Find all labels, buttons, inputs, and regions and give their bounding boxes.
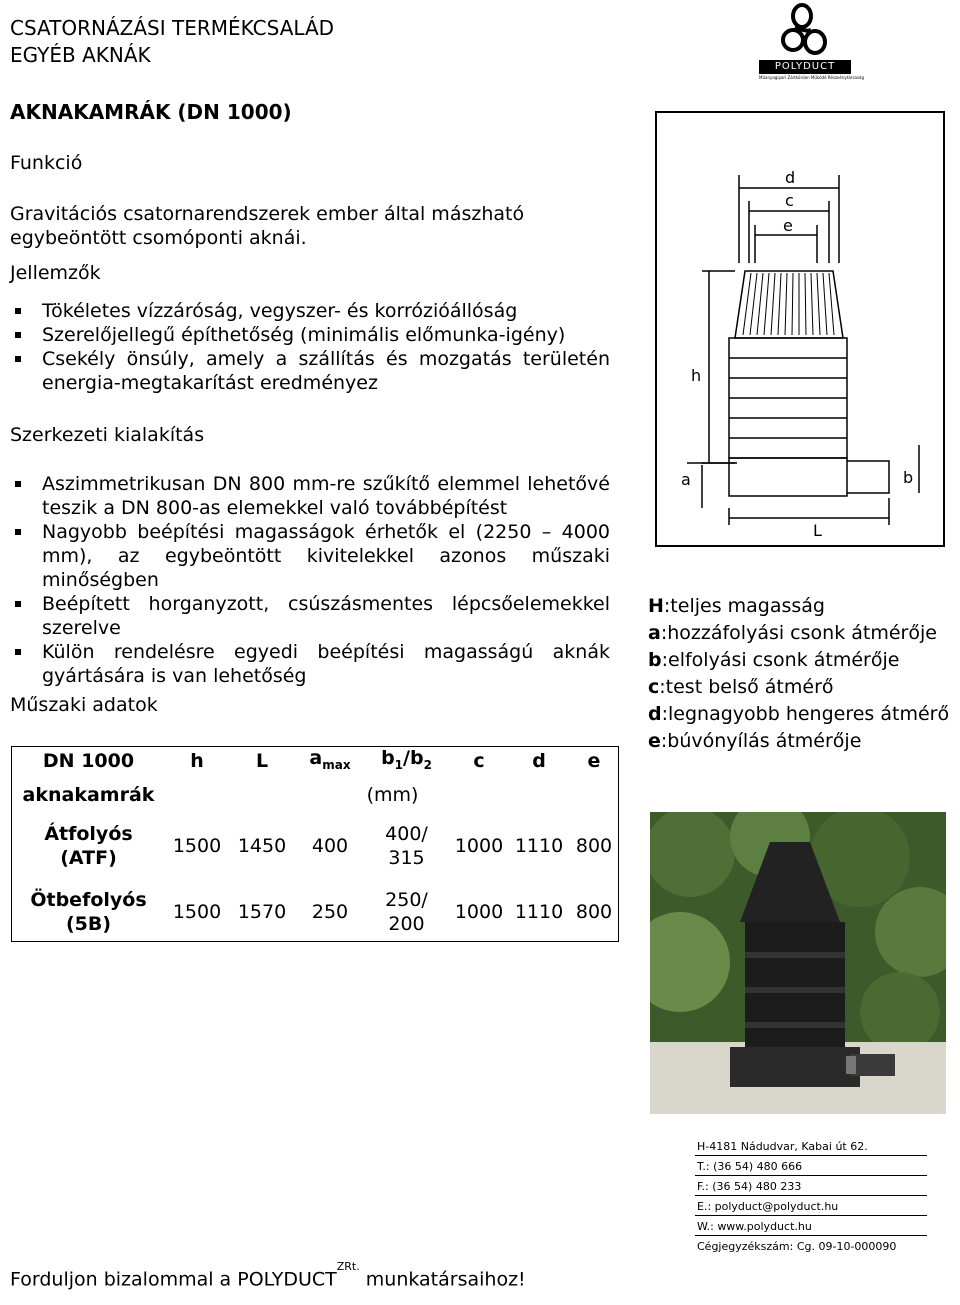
list-item: Beépített horganyzott, csúszásmentes lépcsőelemekkel szerelve [10, 592, 610, 640]
col-header-b: $b_1/b_2$ [381, 747, 432, 772]
col-header-h: h [190, 750, 204, 773]
col-header-c: c [473, 750, 485, 773]
legend-item: c:test belső átmérő [648, 676, 834, 698]
logo-mark-icon [755, 2, 855, 60]
contact-info [695, 1136, 927, 1255]
label-h: h [691, 366, 702, 385]
label-b: b [903, 468, 914, 487]
list-item: Tökéletes vízzáróság, vegyszer- és korrózióállóság [10, 299, 610, 323]
label-L: L [813, 521, 822, 540]
bullet-square-icon [15, 649, 21, 655]
funkcio-text: Gravitációs csatornarendszerek ember által mászható egybeöntött csomóponti aknái. [10, 203, 525, 249]
product-photo [650, 812, 946, 1114]
szerkezeti-heading: Szerkezeti kialakítás [10, 424, 205, 446]
legend-item: d:legnagyobb hengeres átmérő [648, 703, 950, 725]
contact-email: E.: polyduct@polyduct.hu [695, 1196, 927, 1216]
table-header-label-1: DN 1000 [42, 750, 135, 773]
page-title: AKNAKAMRÁK (DN 1000) [10, 100, 292, 124]
logo-name: POLYDUCT [759, 60, 851, 74]
row-name: Átfolyós (ATF) [44, 822, 133, 869]
legend-item: H:teljes magasság [648, 595, 825, 617]
cell-h: 1500 [172, 834, 222, 857]
polyduct-logo [755, 2, 865, 82]
contact-fax: F.: (36 54) 480 233 [695, 1176, 927, 1196]
manhole-photo-icon [650, 812, 946, 1114]
list-item: Külön rendelésre egyedi beépítési magasságú aknák gyártására is van lehetőség [10, 640, 610, 688]
dimension-legend [648, 593, 949, 755]
table-row [11, 813, 619, 879]
cell-a: 250 [311, 900, 349, 923]
cell-b: 250/ 200 [385, 888, 428, 935]
bullet-square-icon [15, 481, 21, 487]
contact-address: H-4181 Nádudvar, Kabai út 62. [695, 1136, 927, 1156]
label-a: a [681, 470, 691, 489]
jellemzok-list [10, 299, 610, 395]
label-c: c [785, 191, 794, 210]
table-row [11, 879, 619, 945]
cell-e: 800 [575, 834, 613, 857]
label-e: e [783, 216, 793, 235]
bullet-square-icon [15, 308, 21, 314]
contact-web: W.: www.polyduct.hu [695, 1216, 927, 1236]
jellemzok-heading: Jellemzők [10, 262, 101, 284]
contact-phone: T.: (36 54) 480 666 [695, 1156, 927, 1176]
bullet-square-icon [15, 356, 21, 362]
cell-L: 1570 [237, 900, 287, 923]
cell-c: 1000 [454, 900, 504, 923]
legend-item: b:elfolyási csonk átmérője [648, 649, 900, 671]
table-unit-row [11, 777, 619, 813]
manhole-drawing-icon [657, 113, 943, 545]
list-item: Szerelőjellegű építhetőség (minimális előmunka-igény) [10, 323, 610, 347]
bullet-square-icon [15, 601, 21, 607]
cell-e: 800 [575, 900, 613, 923]
technical-drawing [655, 111, 945, 547]
table-header-label-2: aknakamrák [22, 783, 155, 806]
table-header-row [11, 746, 619, 777]
list-item: Csekély önsúly, amely a szállítás és mozgatás területén energia-megtakarítást eredményez [10, 347, 610, 395]
list-item: Nagyobb beépítési magasságok érhetők el (2250 – 4000 mm), az egybeöntött kivitelekkel azonos műszaki minőségben [10, 520, 610, 592]
label-d: d [785, 168, 796, 187]
legend-item: e:búvónyílás átmérője [648, 730, 862, 752]
muszaki-heading: Műszaki adatok [10, 694, 158, 716]
cell-d: 1110 [514, 834, 564, 857]
legend-item: a:hozzáfolyási csonk átmérője [648, 622, 937, 644]
funkcio-heading: Funkció [10, 152, 83, 174]
col-header-L: L [255, 750, 269, 773]
col-header-e: e [587, 750, 601, 773]
bullet-square-icon [15, 332, 21, 338]
list-item: Aszimmetrikusan DN 800 mm-re szűkítő elemmel lehetővé teszik a DN 800-as elemekkel való továbbépítést [10, 472, 610, 520]
szerkezeti-list [10, 472, 610, 688]
cell-c: 1000 [454, 834, 504, 857]
contact-registration: Cégjegyzékszám: Cg. 09-10-000090 [697, 1240, 897, 1253]
footer-slogan: Forduljon bizalommal a $POLYDUCT^{ZRt.}$ munkatársaihoz! [10, 1260, 526, 1291]
cell-L: 1450 [237, 834, 287, 857]
table-unit: (mm) [366, 783, 419, 806]
header-subcategory: EGYÉB AKNÁK [10, 43, 151, 67]
cell-d: 1110 [514, 900, 564, 923]
tech-data-table [11, 746, 619, 945]
header-category: CSATORNÁZÁSI TERMÉKCSALÁD [10, 16, 335, 40]
cell-h: 1500 [172, 900, 222, 923]
footer-company-suffix: ZRt. [336, 1260, 360, 1273]
logo-subtitle: Műanyagipari Zártkörűen Működő Részvénytársaság [759, 75, 865, 80]
col-header-d: d [532, 750, 546, 773]
bullet-square-icon [15, 529, 21, 535]
col-header-a: $a_{max}$ [309, 747, 351, 772]
cell-a: 400 [311, 834, 349, 857]
row-name: Ötbefolyós (5B) [30, 888, 147, 935]
cell-b: 400/ 315 [385, 822, 428, 869]
